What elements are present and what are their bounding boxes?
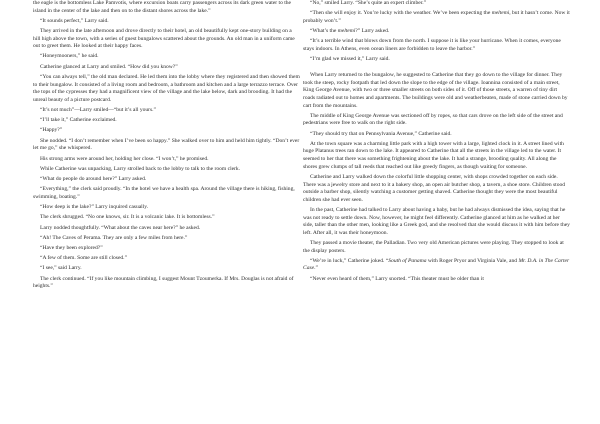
- paragraph-text: “It’s a terrible wind that blows down from the north. I suppose it is like your hurricane. When it comes, everyone stays indoors. In Athens, even ocean liners are forbidden to leave the harbor.”: [303, 38, 561, 52]
- paragraph-text: The clerk shrugged. “No one knows, sir. It is a volcanic lake. It is bottomless.”: [40, 214, 215, 221]
- paragraph: [33, 117, 300, 125]
- paragraph-text: the eagle is the bottomless Lake Pamvotis, where excursion boats carry passengers across its dark green water to the island in the center of the lake and then on to the distant shores across the lake.”: [33, 0, 292, 14]
- paragraph-text: with Roger Pryor and Virginia Vale, and: [426, 257, 519, 264]
- paragraph: [33, 214, 300, 222]
- paragraph-text: In the past, Catherine had talked to Larry about having a baby, but he had always dismissed the idea, saying that he was not ready to settle down. Now, however, he might feel differently. Catherine glanced at him as he walked at her side, taller than the other men, looking like a Greek god, and she resolved that she would discuss it with him before they left. After all, it was their honeymoon.: [303, 206, 570, 236]
- paragraph: [303, 207, 570, 237]
- paragraph: [303, 113, 570, 128]
- paragraph: [303, 0, 570, 8]
- paragraph: [303, 28, 570, 36]
- paragraph-text: “They should try that on Pennsylvania Avenue,” Catherine said.: [310, 130, 452, 137]
- paragraph: [303, 56, 570, 64]
- paragraph: [303, 258, 570, 273]
- paragraph-text: “It sounds perfect,” Larry said.: [40, 17, 109, 24]
- paragraph: [303, 174, 570, 204]
- paragraph: [33, 245, 300, 253]
- paragraph-text: They arrived in the late afternoon and drove directly to their hotel, an old beautifully kept one-story building on a hill high above the town, with a series of guest bungalows scattered about the grounds. An old man in a uniform came out to greet them. He looked at their happy faces.: [33, 28, 295, 50]
- paragraph-text: They passed a movie theater, the Palladian. Two very old American pictures were playing. They stopped to look at the display posters.: [303, 239, 564, 254]
- paragraph: [303, 240, 570, 255]
- paragraph-text: “I see,” said Larry.: [40, 265, 82, 272]
- paragraph-text: While Catherine was unpacking, Larry strolled back to the lobby to talk to the room clerk.: [40, 165, 241, 172]
- paragraph-text: “Have they been explored?”: [40, 244, 103, 251]
- paragraph: [303, 141, 570, 171]
- paragraph-text: “What do people do around here?” Larry asked.: [40, 175, 147, 182]
- paragraph-text: “You can always tell,” the old man declared. He led them into the lobby where they registered and then showed them to their bungalow. It consisted of a living room and bedroom, a bathroom and kitchen and a large terrazzo terrace. Over the tops of the cypresses they had a magnificent view of the village and the lake below, dark and brooding. It had the unreal beauty of a picture postcard.: [33, 73, 300, 103]
- paragraph-text: She nodded. “I don’t remember when I’ve been so happy.” She walked over to him and held him tightly. “Don’t ever let me go,” she whispered.: [33, 137, 300, 152]
- paragraph: [33, 204, 300, 212]
- italic-text: South of Panama: [388, 257, 427, 264]
- paragraph: [33, 64, 300, 72]
- paragraph-text: “A few of them. Some are still closed.”: [40, 255, 128, 262]
- paragraph-text: Catherine and Larry walked down the colorful little shopping center, with shops crowded together on each side. There was a jewelry store and next to it a bakery shop, an open air butcher shop, a tavern, a shoe store. Children stood outside a barber shop, silently watching a customer getting shaved. Catherine thought they were the most beautiful children she had ever seen.: [303, 173, 566, 203]
- paragraph: [33, 176, 300, 184]
- paragraph-text: “What’s the: [310, 28, 338, 35]
- paragraph-text: “It’s not much”—Larry smiled—“but it’s all yours.”: [40, 106, 156, 113]
- paragraph: [33, 53, 300, 61]
- paragraph-text: His strong arms were around her, holding her close. “I won’t,” he promised.: [40, 155, 209, 162]
- paragraph-text: Larry nodded thoughtfully. “What about the caves near here?” he asked.: [40, 224, 201, 231]
- right-column: [303, 0, 570, 286]
- paragraph-text: “Never even heard of them,” Larry snorted. “This theater must be older than it: [310, 275, 484, 282]
- paragraph-text: “Happy?”: [40, 127, 63, 134]
- paragraph-text: The clerk continued. “If you like mountain climbing, I suggest Mount Tzoumerka. If Mrs. Douglas is not afraid of heights.”: [33, 275, 294, 290]
- paragraph: [33, 107, 300, 115]
- paragraph: [33, 255, 300, 263]
- paragraph: [33, 127, 300, 135]
- paragraph: [303, 38, 570, 53]
- paragraph-text: “I’m glad we missed it,” Larry said.: [310, 56, 390, 63]
- paragraph-text: At the town square was a charming little park with a high tower with a large, lighted clock in it. A street lined with huge Platanus trees ran down to the lake. It appeared to Catherine that all the streets in the village led to the water. It seemed to her that there was something frightening about the lake. It had a strange, brooding quality. All along the shores grew clumps of tall reeds that reached out like greedy fingers, as though waiting for someone.: [303, 140, 564, 170]
- paragraph-text: Catherine glanced at Larry and smiled. “How did you know?”: [40, 63, 178, 70]
- paragraph: [33, 225, 300, 233]
- paragraph-text: ?” Larry asked.: [355, 28, 390, 35]
- paragraph-text: “I’ll take it,” Catherine exclaimed.: [40, 117, 117, 124]
- paragraph: [303, 10, 570, 25]
- paragraph-text: “How deep is the lake?” Larry inquired casually.: [40, 204, 149, 211]
- paragraph: [33, 186, 300, 201]
- paragraph: [33, 18, 300, 26]
- paragraph: [33, 74, 300, 104]
- paragraph-text: “Honeymooners,” he said.: [40, 53, 99, 60]
- paragraph-text: When Larry returned to the bungalow, he suggested to Catherine that they go down to the village for dinner. They took the steep, rocky footpath that led down the slope to the edge of the village. Ioannina consisted of a main street, King George Avenue, with two or three smaller streets on both sides of it. Off of those streets, a warren of tiny dirt roads radiated out to homes and apartments. The buildings were old and weatherbeaten, made of stone carried down by cart from the mountains.: [303, 72, 568, 109]
- paragraph-text: “Then she will enjoy it. You’re lucky with the weather. We’ve been expecting the: [310, 10, 492, 17]
- paragraph: [33, 156, 300, 164]
- paragraph: [33, 0, 300, 15]
- paragraph: [33, 276, 300, 291]
- paragraph-text: “Everything,” the clerk said proudly. “In the hotel we have a health spa. Around the village there is hiking, fishing, swimming, boating.”: [33, 186, 295, 200]
- paragraph-text: , but it hasn’t come. Now it probably won’t.”: [303, 10, 570, 24]
- paragraph-text: “Ah! The Caves of Perama. They are only a few miles from here.”: [40, 234, 188, 241]
- paragraph: [33, 138, 300, 153]
- paragraph: [303, 276, 570, 284]
- paragraph: [33, 166, 300, 174]
- left-column: [33, 0, 300, 294]
- paragraph-text: “We’re in luck,” Catherine joked. “: [310, 257, 389, 264]
- paragraph: [33, 235, 300, 243]
- paragraph: [303, 131, 570, 139]
- italic-text: Mr. D.A. in The Carter Case: [303, 257, 570, 272]
- paragraph: [303, 72, 570, 110]
- paragraph: [33, 28, 300, 51]
- paragraph-text: “No,” smiled Larry. “She’s quite an expert climber.”: [310, 0, 427, 6]
- italic-text: meltemi: [337, 28, 356, 35]
- italic-text: meltemi: [491, 10, 510, 17]
- paragraph-text: The middle of King George Avenue was sectioned off by ropes, so that cars drove on the left side of the street and pedestrians were free to walk on the right side.: [303, 112, 563, 127]
- paragraph-text: .”: [314, 265, 318, 272]
- paragraph: [33, 265, 300, 273]
